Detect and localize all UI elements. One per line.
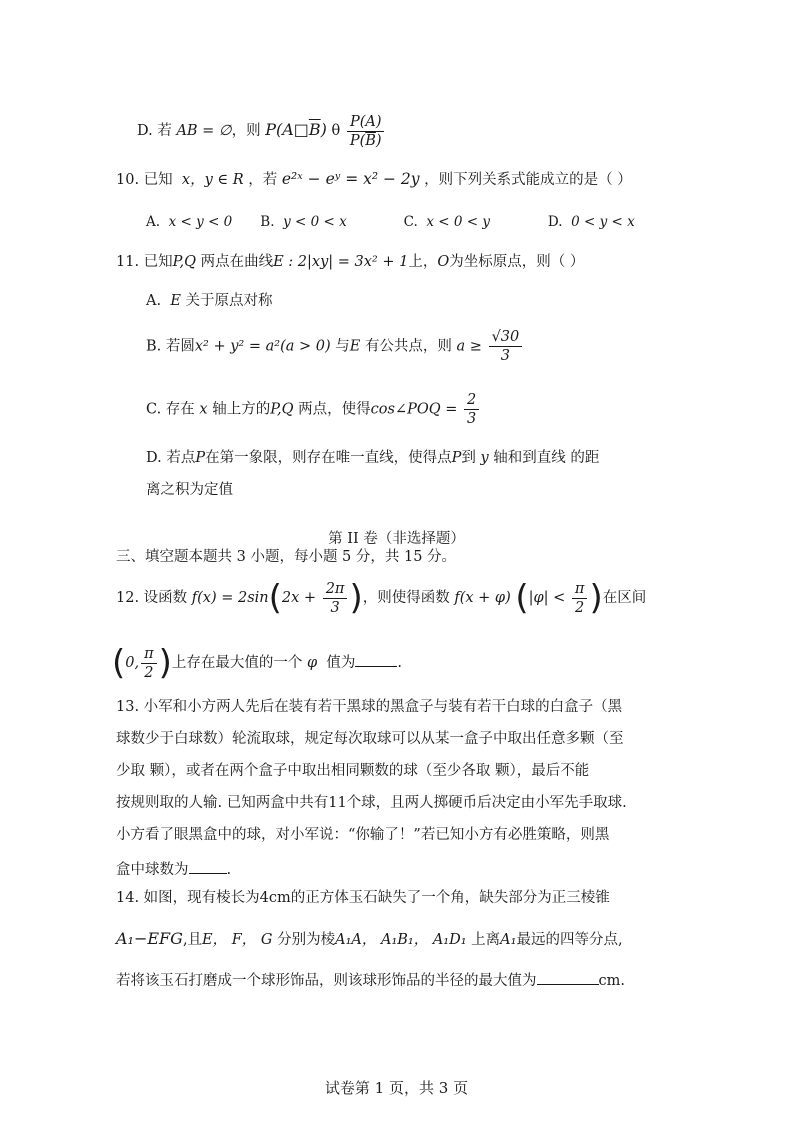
q14-line2: A₁−EFG,且E， F， G 分别为棱A₁A， A₁B₁， A₁D₁ 上离A₁最远的四等分点, (116, 929, 623, 948)
q9d-fraction: $\frac{P(A)}{P(\overline{B})}$ (347, 113, 385, 150)
q10-stem: 10. 已知 x，y ∈ R ，若 e²ˣ − eʸ = x² − 2y ，则下列关系式能成立的是（ ） (116, 170, 632, 188)
q13-line2: 球数少于白球数）轮流取球，规定每次取球可以从某一盒子中取出任意多颗（至 (116, 731, 624, 747)
q11b-fraction: $\frac{√30}{3}$ (489, 328, 523, 365)
q9-option-d: D. 若 AB = ∅，则 $P(A□\overline{B})$ θ $\frac{P(A)}{P(\overline{B})}$ (137, 112, 387, 150)
q11c-fraction: $\frac{2}{3}$ (464, 391, 479, 428)
q13-line1: 13. 小军和小方两人先后在装有若干黑球的黑盒子与装有若干白球的白盒子（黑 (116, 699, 623, 715)
q13-line4: 按规则取的人输. 已知两盒中共有11个球，且两人掷硬币后决定由小军先手取球. (116, 795, 627, 811)
q10-options (146, 212, 635, 232)
q10-option-b: B. y < 0 < x (260, 214, 347, 230)
section-heading: 三、填空题本题共 3 小题，每小题 5 分，共 15 分。 (116, 549, 457, 565)
q12-line2: (0, $\frac{\pi}{2}$ )上存在最大值的一个 φ 值为 . (112, 643, 402, 683)
q11-option-b: B. 若圆x² + y² = a²(a > 0) 与E 有公共点，则 a ≥ $\frac{√30}{3}$ (146, 328, 524, 365)
q14-line1: 14. 如图，现有棱长为4cm的正方体玉石缺失了一个角，缺失部分为正三棱锥 (116, 890, 610, 906)
q11-option-a: A. E 关于原点对称 (146, 293, 273, 309)
q13-line3: 少取 颗），或者在两个盒子中取出相同颗数的球（至少各取 颗），最后不能 (116, 763, 590, 779)
q11-option-c: C. 存在 x 轴上方的P,Q 两点，使得cos∠POQ = $\frac{2}{3}$ (146, 391, 481, 428)
q12-answer-blank (355, 650, 397, 667)
q13-line6: 盒中球数为 . (116, 857, 231, 880)
q11-option-d-line2: 离之积为定值 (146, 482, 233, 498)
q14-line3: 若将该玉石打磨成一个球形饰品，则该球形饰品的半径的最大值为 cm. (116, 968, 625, 991)
q11-stem: 11. 已知P,Q 两点在曲线E : 2|xy| = 3x² + 1上，O为坐标原点，则（ ） (116, 254, 585, 270)
q10-option-d: D. 0 < y < x (547, 214, 635, 230)
q13-answer-blank (189, 857, 227, 874)
q11-option-d-line1: D. 若点P在第一象限，则存在唯一直线，使得点P到 y 轴和到直线 的距 (146, 450, 600, 466)
q10-option-c: C. x < 0 < y (403, 214, 490, 230)
page-footer: 试卷第 1 页，共 3 页 (324, 1079, 469, 1097)
q13-line5: 小方看了眼黑盒中的球，对小军说：“你输了！”若已知小方有必胜策略，则黑 (116, 827, 610, 843)
q12-line1: 12. 设函数 f(x) = 2sin(2x + $\frac{2\pi}{3}$ )，则使得函数 f(x + φ) (|φ| < $\frac{\pi}{2}$ )在区间 (116, 578, 647, 618)
q14-answer-blank (537, 968, 599, 985)
q10-option-a: A. x < y < 0 (146, 214, 233, 230)
section-title: 第 II 卷（非选择题） (328, 531, 465, 547)
